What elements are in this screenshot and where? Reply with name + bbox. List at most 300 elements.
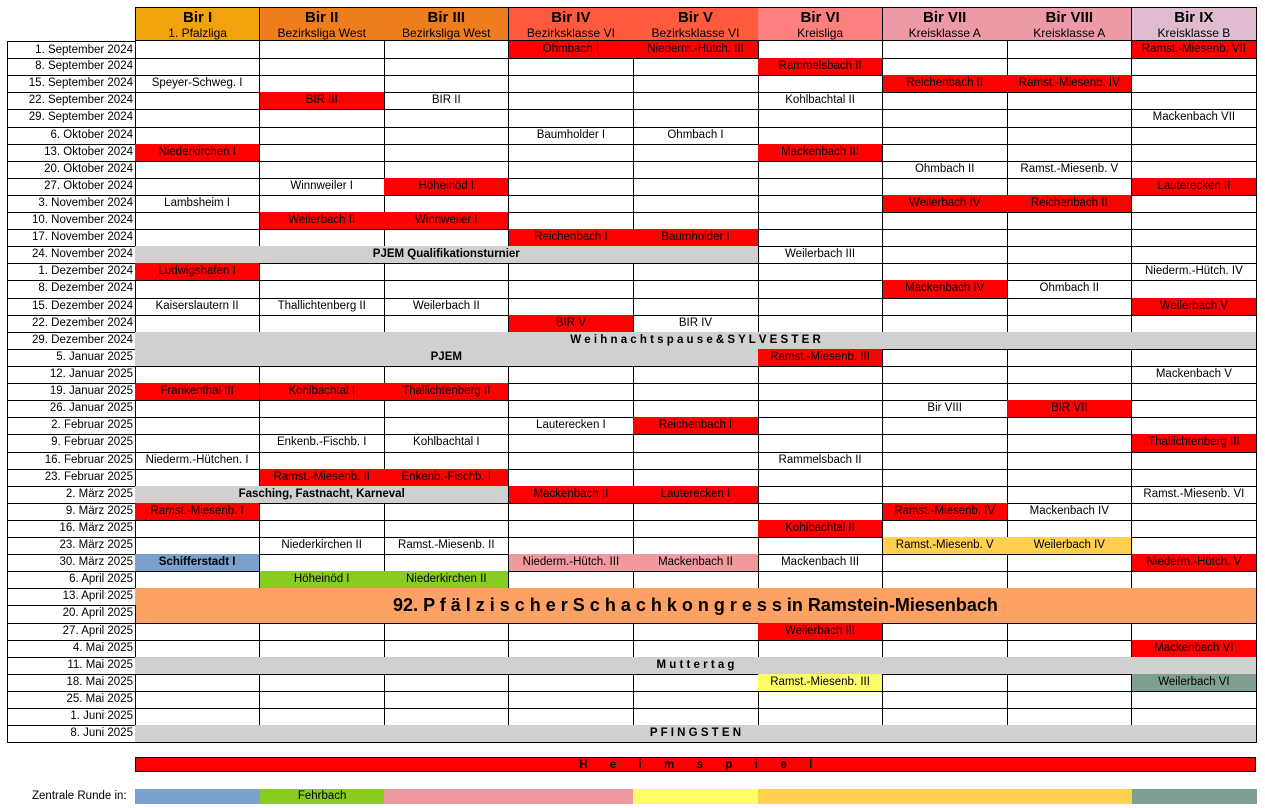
cell-text: Niederm.-Hütch. IV	[1145, 265, 1243, 278]
match-cell	[758, 691, 883, 709]
cell-text: Lauterecken II	[1157, 179, 1231, 192]
match-cell	[758, 571, 883, 589]
cell-text: Rammelsbach II	[778, 60, 862, 73]
match-cell	[1132, 674, 1257, 692]
match-cell	[758, 229, 883, 247]
match-cell	[883, 41, 1008, 59]
match-cell	[260, 520, 385, 538]
match-cell	[633, 366, 758, 384]
match-cell	[260, 280, 385, 298]
cell-text: Ohmbach I	[667, 128, 724, 141]
match-cell	[260, 127, 385, 145]
cell-text: 24. November 2024	[31, 248, 133, 261]
match-cell	[883, 554, 1008, 572]
cell-text: Ramst.-Miesenb. VII	[1141, 43, 1246, 55]
match-cell	[384, 109, 509, 127]
match-cell	[384, 383, 509, 401]
match-cell	[135, 400, 260, 418]
match-cell	[758, 144, 883, 162]
match-cell	[758, 469, 883, 487]
match-cell	[883, 280, 1008, 298]
team-name: Bir IV	[551, 9, 591, 26]
match-cell	[509, 469, 634, 487]
date-cell	[7, 503, 136, 521]
match-cell	[633, 127, 758, 145]
match-cell	[758, 246, 883, 264]
cell-text: Ramst.-Miesenb. III	[770, 350, 870, 363]
match-cell	[260, 75, 385, 93]
match-cell	[260, 640, 385, 658]
match-cell	[135, 640, 260, 658]
match-cell	[384, 674, 509, 692]
match-cell	[758, 417, 883, 435]
match-cell	[633, 161, 758, 179]
match-cell	[384, 92, 509, 110]
cell-text: PJEM	[430, 350, 462, 363]
match-cell	[633, 75, 758, 93]
match-cell	[883, 92, 1008, 110]
date-cell	[7, 520, 136, 538]
match-cell	[384, 41, 509, 59]
cell-text: 20. April 2025	[62, 607, 133, 620]
match-cell	[135, 452, 260, 470]
match-cell	[384, 469, 509, 487]
match-cell	[1007, 554, 1132, 572]
cell-text: 29. Dezember 2024	[31, 333, 133, 346]
match-cell	[260, 708, 385, 726]
cell-text: 8. Dezember 2024	[38, 282, 133, 295]
match-cell	[883, 212, 1008, 230]
cell-text: Weilerbach II	[288, 214, 356, 227]
date-cell	[7, 691, 136, 709]
cell-text: Mackenbach III	[781, 145, 860, 158]
date-cell	[7, 657, 136, 675]
match-cell	[509, 623, 634, 641]
date-cell	[7, 605, 136, 623]
match-cell	[260, 400, 385, 418]
match-cell	[633, 674, 758, 692]
event-banner	[135, 486, 509, 504]
match-cell	[633, 640, 758, 658]
match-cell	[509, 708, 634, 726]
match-cell	[758, 109, 883, 127]
match-cell	[509, 554, 634, 572]
match-cell	[1132, 640, 1257, 658]
date-cell	[7, 75, 136, 93]
date-cell	[7, 92, 136, 110]
match-cell	[633, 486, 758, 504]
date-cell	[7, 109, 136, 127]
match-cell	[883, 469, 1008, 487]
match-cell	[384, 503, 509, 521]
match-cell	[1132, 417, 1257, 435]
team-header-4	[509, 7, 634, 41]
date-cell	[7, 127, 136, 145]
team-name: Bir III	[427, 9, 466, 26]
match-cell	[633, 212, 758, 230]
match-cell	[509, 109, 634, 127]
match-cell	[384, 195, 509, 213]
match-cell	[758, 537, 883, 555]
match-cell	[509, 144, 634, 162]
league-name: Bezirksliga West	[402, 26, 491, 40]
match-cell	[1007, 92, 1132, 110]
team-header-2	[260, 7, 385, 41]
match-cell	[509, 195, 634, 213]
match-cell	[135, 691, 260, 709]
team-header-1	[135, 7, 260, 41]
match-cell	[1132, 383, 1257, 401]
match-cell	[633, 315, 758, 333]
match-cell	[758, 161, 883, 179]
team-header-9	[1132, 7, 1257, 41]
cell-text: 9. März 2025	[65, 504, 133, 517]
match-cell	[135, 315, 260, 333]
date-cell	[7, 178, 136, 196]
match-cell	[1132, 92, 1257, 110]
match-cell	[1132, 178, 1257, 196]
match-cell	[633, 92, 758, 110]
match-cell	[633, 280, 758, 298]
cell-text: Thallichtenberg II	[402, 385, 491, 398]
match-cell	[384, 554, 509, 572]
match-cell	[883, 400, 1008, 418]
match-cell	[135, 75, 260, 93]
date-cell	[7, 229, 136, 247]
match-cell	[758, 195, 883, 213]
match-cell	[135, 127, 260, 145]
cell-text: 13. April 2025	[62, 590, 133, 603]
match-cell	[135, 520, 260, 538]
match-cell	[260, 691, 385, 709]
date-cell	[7, 280, 136, 298]
match-cell	[260, 298, 385, 316]
match-cell	[633, 144, 758, 162]
match-cell	[1007, 366, 1132, 384]
match-cell	[384, 178, 509, 196]
match-cell	[633, 298, 758, 316]
match-cell	[883, 486, 1008, 504]
cell-text: Weilerbach III	[785, 248, 856, 261]
date-cell	[7, 554, 136, 572]
match-cell	[135, 674, 260, 692]
match-cell	[883, 434, 1008, 452]
match-cell	[1132, 366, 1257, 384]
match-cell	[135, 212, 260, 230]
match-cell	[384, 315, 509, 333]
cell-text: Niederm.-Hütch. III	[647, 43, 744, 55]
match-cell	[260, 434, 385, 452]
league-name: Kreisklasse A	[908, 26, 981, 40]
match-cell	[509, 537, 634, 555]
cell-text: Bir VIII	[927, 402, 962, 415]
match-cell	[384, 58, 509, 76]
match-cell	[1007, 383, 1132, 401]
cell-text: PJEM Qualifikationsturnier	[372, 248, 520, 261]
match-cell	[135, 537, 260, 555]
match-cell	[883, 537, 1008, 555]
cell-text: Weilerbach VI	[1158, 675, 1230, 688]
match-cell	[883, 674, 1008, 692]
match-cell	[509, 640, 634, 658]
date-cell	[7, 571, 136, 589]
match-cell	[384, 144, 509, 162]
cell-text: Ohmbach I	[542, 43, 600, 55]
cell-text: Reichenbach I	[658, 419, 733, 432]
match-cell	[1007, 691, 1132, 709]
cell-text: Rammelsbach II	[778, 453, 862, 466]
match-cell	[1132, 623, 1257, 641]
match-cell	[260, 674, 385, 692]
match-cell	[1007, 520, 1132, 538]
date-cell	[7, 58, 136, 76]
match-cell	[1007, 178, 1132, 196]
match-cell	[1132, 161, 1257, 179]
match-cell	[1132, 520, 1257, 538]
match-cell	[758, 640, 883, 658]
match-cell	[509, 366, 634, 384]
cell-text: 1. September 2024	[35, 44, 133, 56]
match-cell	[260, 554, 385, 572]
match-cell	[633, 195, 758, 213]
team-header-5	[633, 7, 758, 41]
team-name: Bir VI	[800, 9, 840, 26]
cell-text: Niederm.-Hütch. V	[1146, 556, 1242, 569]
match-cell	[883, 298, 1008, 316]
match-cell	[758, 452, 883, 470]
match-cell	[135, 195, 260, 213]
match-cell	[260, 212, 385, 230]
match-cell	[135, 708, 260, 726]
cell-text: 9. Februar 2025	[51, 436, 133, 449]
match-cell	[384, 417, 509, 435]
cell-text: 16. Februar 2025	[44, 453, 133, 466]
cell-text: 8. September 2024	[35, 60, 133, 73]
league-name: Kreisklasse A	[1033, 26, 1106, 40]
central-round-segment	[758, 789, 1132, 804]
match-cell	[758, 366, 883, 384]
cell-text: 92. P f ä l z i s c h e r S c h a c h k o n g r e s s in Ramstein-Miesenbach	[393, 595, 998, 616]
league-name: Kreisklasse B	[1157, 26, 1231, 40]
team-header-3	[384, 7, 509, 41]
cell-text: 26. Januar 2025	[49, 402, 133, 415]
cell-text: M u t t e r t a g	[656, 658, 735, 671]
event-banner	[135, 657, 1257, 675]
cell-text: Lauterecken I	[536, 419, 606, 432]
date-cell	[7, 246, 136, 264]
cell-text: BIR V	[555, 316, 586, 329]
match-cell	[883, 315, 1008, 333]
match-cell	[1007, 434, 1132, 452]
congress-banner	[135, 588, 1257, 623]
team-header-7	[883, 7, 1008, 41]
match-cell	[384, 571, 509, 589]
date-cell	[7, 263, 136, 281]
match-cell	[509, 75, 634, 93]
cell-text: 20. Oktober 2024	[44, 162, 133, 175]
match-cell	[384, 520, 509, 538]
match-cell	[384, 640, 509, 658]
cell-text: 18. Mai 2025	[66, 675, 133, 688]
cell-text: Ohmbach II	[1039, 282, 1099, 295]
cell-text: Ramst.-Miesenb. II	[398, 539, 495, 552]
match-cell	[1007, 571, 1132, 589]
match-cell	[509, 452, 634, 470]
date-cell	[7, 212, 136, 230]
cell-text: Lambsheim I	[164, 196, 231, 209]
match-cell	[883, 640, 1008, 658]
match-cell	[1007, 298, 1132, 316]
match-cell	[509, 280, 634, 298]
league-name: Bezirksklasse VI	[526, 26, 615, 40]
match-cell	[384, 298, 509, 316]
match-cell	[135, 417, 260, 435]
match-cell	[135, 366, 260, 384]
date-cell	[7, 623, 136, 641]
match-cell	[384, 691, 509, 709]
match-cell	[1132, 212, 1257, 230]
event-banner	[135, 349, 759, 367]
match-cell	[135, 41, 260, 59]
match-cell	[135, 109, 260, 127]
match-cell	[135, 263, 260, 281]
league-name: Kreisliga	[797, 26, 844, 40]
match-cell	[509, 315, 634, 333]
date-cell	[7, 315, 136, 333]
cell-text: Weilerbach II	[412, 299, 480, 312]
match-cell	[1132, 469, 1257, 487]
cell-text: Mackenbach V	[1155, 367, 1232, 380]
match-cell	[1132, 246, 1257, 264]
match-cell	[633, 503, 758, 521]
match-cell	[1007, 195, 1132, 213]
match-cell	[135, 280, 260, 298]
team-name: Bir I	[183, 9, 213, 26]
match-cell	[384, 623, 509, 641]
match-cell	[883, 229, 1008, 247]
match-cell	[1007, 41, 1132, 59]
match-cell	[758, 212, 883, 230]
match-cell	[883, 571, 1008, 589]
match-cell	[260, 452, 385, 470]
date-cell	[7, 383, 136, 401]
cell-text: Speyer-Schweg. I	[151, 77, 243, 90]
match-cell	[509, 298, 634, 316]
cell-text: Mackenbach IV	[1029, 504, 1109, 517]
central-round-label: Zentrale Runde in:	[32, 790, 127, 802]
cell-text: Mackenbach III	[781, 556, 860, 569]
cell-text: 10. November 2024	[31, 214, 133, 227]
match-cell	[384, 452, 509, 470]
date-cell	[7, 41, 136, 59]
match-cell	[135, 623, 260, 641]
cell-text: BIR III	[305, 94, 338, 107]
match-cell	[1132, 434, 1257, 452]
match-cell	[1132, 58, 1257, 76]
cell-text: BIR IV	[678, 316, 713, 329]
date-cell	[7, 298, 136, 316]
match-cell	[384, 434, 509, 452]
cell-text: 23. März 2025	[59, 539, 133, 552]
match-cell	[883, 366, 1008, 384]
date-cell	[7, 640, 136, 658]
match-cell	[260, 92, 385, 110]
cell-text: Niederm.-Hütch. III	[522, 556, 620, 569]
match-cell	[633, 691, 758, 709]
match-cell	[260, 383, 385, 401]
cell-text: BIR VII	[1051, 402, 1088, 415]
match-cell	[384, 229, 509, 247]
match-cell	[1007, 58, 1132, 76]
match-cell	[633, 520, 758, 538]
match-cell	[1132, 571, 1257, 589]
cell-text: 3. November 2024	[38, 196, 133, 209]
match-cell	[1007, 263, 1132, 281]
cell-text: Ramst.-Miesenb. V	[895, 539, 994, 552]
cell-text: 22. September 2024	[28, 94, 133, 107]
cell-text: Ludwigshafen I	[158, 265, 236, 278]
cell-text: 15. September 2024	[28, 77, 133, 90]
league-name: Bezirksklasse VI	[651, 26, 740, 40]
match-cell	[1007, 75, 1132, 93]
date-cell	[7, 486, 136, 504]
match-cell	[1132, 554, 1257, 572]
match-cell	[135, 229, 260, 247]
match-cell	[883, 623, 1008, 641]
league-name: 1. Pfalzliga	[168, 26, 227, 40]
match-cell	[633, 554, 758, 572]
cell-text: Ramst.-Miesenb. II	[273, 470, 370, 483]
match-cell	[883, 503, 1008, 521]
cell-text: Niederkirchen II	[406, 573, 487, 586]
cell-text: 23. Februar 2025	[44, 470, 133, 483]
match-cell	[384, 127, 509, 145]
match-cell	[260, 315, 385, 333]
cell-text: 15. Dezember 2024	[31, 299, 133, 312]
match-cell	[384, 366, 509, 384]
cell-text: Mackenbach II	[658, 556, 733, 569]
match-cell	[384, 75, 509, 93]
match-cell	[883, 58, 1008, 76]
cell-text: 16. März 2025	[59, 521, 133, 534]
cell-text: 30. März 2025	[59, 556, 133, 569]
match-cell	[260, 417, 385, 435]
cell-text: Weilerbach V	[1159, 299, 1228, 312]
date-cell	[7, 400, 136, 418]
cell-text: Mackenbach VI	[1154, 641, 1234, 654]
match-cell	[1007, 623, 1132, 641]
match-cell	[758, 708, 883, 726]
match-cell	[509, 417, 634, 435]
match-cell	[135, 92, 260, 110]
cell-text: BIR II	[431, 94, 461, 107]
match-cell	[758, 503, 883, 521]
date-cell	[7, 469, 136, 487]
cell-text: P F I N G S T E N	[649, 727, 742, 740]
date-cell	[7, 588, 136, 606]
cell-text: Winnweiler I	[414, 214, 478, 227]
match-cell	[1007, 161, 1132, 179]
match-cell	[260, 178, 385, 196]
match-cell	[509, 178, 634, 196]
cell-text: 22. Dezember 2024	[31, 316, 133, 329]
match-cell	[1132, 349, 1257, 367]
match-cell	[883, 178, 1008, 196]
match-cell	[384, 161, 509, 179]
cell-text: Ohmbach II	[914, 162, 975, 175]
match-cell	[509, 41, 634, 59]
match-cell	[260, 623, 385, 641]
